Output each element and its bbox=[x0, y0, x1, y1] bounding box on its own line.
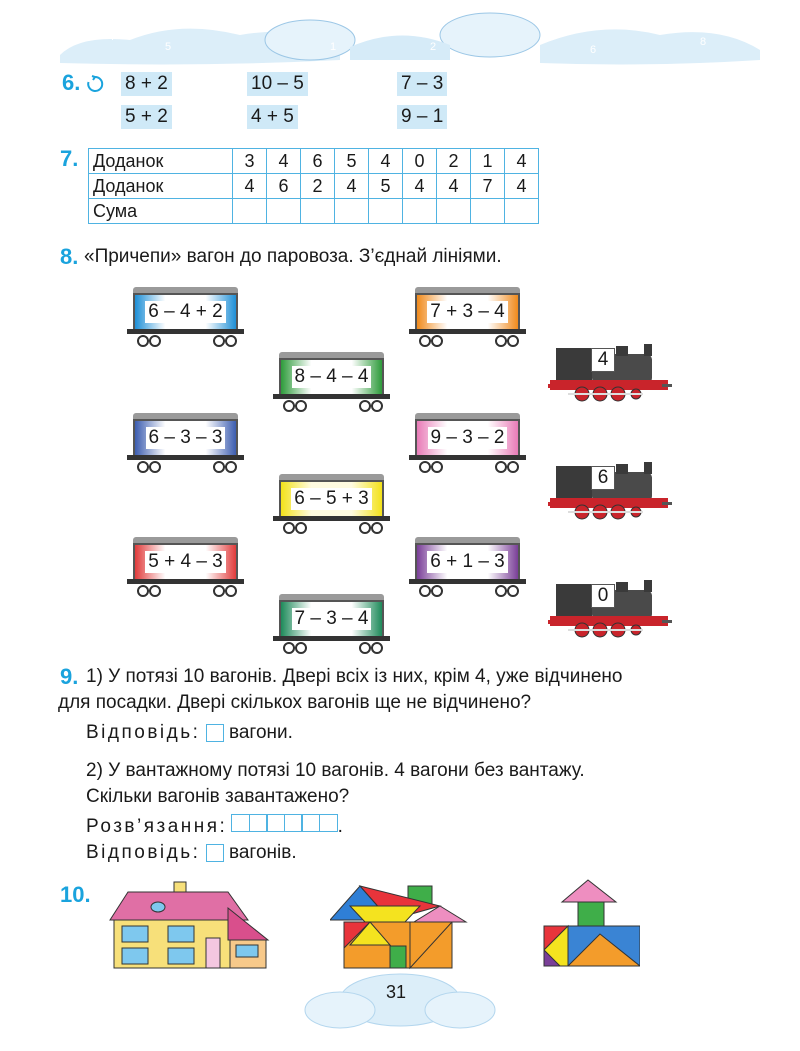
ex9-p2-line2: Скільки вагонів завантажено? bbox=[86, 786, 350, 807]
wheel bbox=[225, 585, 237, 597]
wheel bbox=[295, 522, 307, 534]
addend-cell: 5 bbox=[335, 149, 369, 174]
addend-cell: 4 bbox=[369, 149, 403, 174]
answer-label: Відповідь: bbox=[86, 842, 201, 863]
sum-cell[interactable] bbox=[505, 199, 539, 224]
wagon[interactable] bbox=[409, 409, 526, 473]
wheel bbox=[371, 642, 383, 654]
ex6-expr: 5 + 2 bbox=[121, 105, 172, 129]
tangram-tower-picture bbox=[540, 876, 640, 968]
wagon-body bbox=[133, 543, 238, 581]
wagon-expression: 6 – 4 + 2 bbox=[145, 301, 225, 323]
solution-label: Розв’язання: bbox=[86, 816, 228, 837]
wheel bbox=[149, 461, 161, 473]
locomotive[interactable] bbox=[548, 580, 673, 640]
addend-cell: 4 bbox=[403, 174, 437, 199]
wheel bbox=[283, 642, 295, 654]
wagon-chassis bbox=[273, 394, 390, 399]
row-label: Доданок bbox=[89, 149, 233, 174]
wagon-body bbox=[415, 293, 520, 331]
sum-table bbox=[88, 148, 539, 224]
addend-cell: 4 bbox=[505, 149, 539, 174]
answer-box[interactable] bbox=[206, 844, 224, 862]
header-digit: 8 bbox=[700, 36, 707, 48]
header-digit: 4 bbox=[560, 24, 567, 36]
page-number: 31 bbox=[386, 982, 407, 1002]
wheel bbox=[419, 585, 431, 597]
wagon-body bbox=[279, 358, 384, 396]
wagon-chassis bbox=[409, 329, 526, 334]
wagon-expression: 6 – 3 – 3 bbox=[146, 427, 226, 449]
ex9-p1-line1: 1) У потязі 10 вагонів. Двері всіх із них, крім 4, уже відчинено bbox=[86, 666, 623, 687]
ex6-expr: 9 – 1 bbox=[397, 105, 447, 129]
sum-cell[interactable] bbox=[437, 199, 471, 224]
wagon[interactable] bbox=[273, 470, 390, 534]
ex7-number: 7. bbox=[60, 146, 79, 171]
row-label: Доданок bbox=[89, 174, 233, 199]
wheel bbox=[213, 461, 225, 473]
wagon[interactable] bbox=[409, 533, 526, 597]
wagon-expression: 5 + 4 – 3 bbox=[145, 551, 225, 573]
wagon-expression: 7 – 3 – 4 bbox=[292, 608, 372, 630]
ex6-number: 6. bbox=[62, 70, 81, 95]
addend-cell: 4 bbox=[505, 174, 539, 199]
wagon[interactable] bbox=[273, 348, 390, 412]
wagon-body bbox=[133, 293, 238, 331]
header-digit: 0 bbox=[415, 16, 422, 28]
header-clouds bbox=[40, 5, 770, 75]
sum-cell[interactable] bbox=[403, 199, 437, 224]
wheel bbox=[495, 335, 507, 347]
header-digit: 1 bbox=[330, 41, 337, 53]
addend-cell: 4 bbox=[437, 174, 471, 199]
addend-cell: 1 bbox=[471, 149, 505, 174]
answer1-line bbox=[86, 720, 293, 745]
header-digit: 7 bbox=[110, 31, 117, 43]
wheel bbox=[149, 335, 161, 347]
wagon-chassis bbox=[127, 579, 244, 584]
wheel bbox=[137, 585, 149, 597]
wheel bbox=[149, 585, 161, 597]
addend-cell: 4 bbox=[267, 149, 301, 174]
wagon-body bbox=[279, 600, 384, 638]
ex9-p1-line2: для посадки. Двері скількох вагонів ще не відчинено? bbox=[58, 692, 532, 713]
sum-cell[interactable] bbox=[233, 199, 267, 224]
ex6-expr: 8 + 2 bbox=[121, 72, 172, 96]
ex6-expr: 4 + 5 bbox=[247, 105, 298, 129]
wheel bbox=[225, 335, 237, 347]
sum-cell[interactable] bbox=[267, 199, 301, 224]
wagon-chassis bbox=[127, 329, 244, 334]
locomotive[interactable] bbox=[548, 344, 673, 404]
wheel bbox=[283, 400, 295, 412]
wheel bbox=[225, 461, 237, 473]
wagon-body bbox=[415, 543, 520, 581]
wheel bbox=[495, 461, 507, 473]
wagon-expression: 9 – 3 – 2 bbox=[428, 427, 508, 449]
wheel bbox=[431, 585, 443, 597]
solution-end: . bbox=[337, 816, 343, 837]
locomotive-number: 0 bbox=[591, 584, 615, 608]
ex8-number: 8. bbox=[60, 244, 79, 269]
wheel bbox=[137, 461, 149, 473]
addend-cell: 2 bbox=[437, 149, 471, 174]
addend-cell: 4 bbox=[233, 174, 267, 199]
locomotive-number: 6 bbox=[591, 466, 615, 490]
locomotive[interactable] bbox=[548, 462, 673, 522]
wheel bbox=[507, 585, 519, 597]
refresh-icon bbox=[86, 75, 104, 93]
sum-cell[interactable] bbox=[471, 199, 505, 224]
wheel bbox=[495, 585, 507, 597]
wagon[interactable] bbox=[127, 283, 244, 347]
wagon[interactable] bbox=[127, 409, 244, 473]
wheel bbox=[431, 461, 443, 473]
wheel bbox=[419, 461, 431, 473]
wheel bbox=[359, 400, 371, 412]
table-row bbox=[89, 149, 539, 174]
wheel bbox=[507, 461, 519, 473]
wheel bbox=[507, 335, 519, 347]
answer2-line bbox=[86, 840, 297, 865]
ex9-number: 9. bbox=[60, 664, 79, 689]
locomotive-number: 4 bbox=[591, 348, 615, 372]
wagon-chassis bbox=[409, 455, 526, 460]
header-digit: 2 bbox=[430, 41, 437, 53]
answer-unit: вагони. bbox=[228, 722, 293, 743]
table-row bbox=[89, 174, 539, 199]
addend-cell: 4 bbox=[335, 174, 369, 199]
sum-cell[interactable] bbox=[301, 199, 335, 224]
ex10-number: 10. bbox=[60, 882, 91, 907]
wheel bbox=[137, 335, 149, 347]
wagon-chassis bbox=[409, 579, 526, 584]
wagon-expression: 7 + 3 – 4 bbox=[427, 301, 507, 323]
ex6-expr: 7 – 3 bbox=[397, 72, 447, 96]
addend-cell: 7 bbox=[471, 174, 505, 199]
wagon-chassis bbox=[273, 516, 390, 521]
wagon[interactable] bbox=[127, 533, 244, 597]
wagon-expression: 6 – 5 + 3 bbox=[291, 488, 371, 510]
addend-cell: 6 bbox=[301, 149, 335, 174]
row-label: Сума bbox=[89, 199, 233, 224]
sum-cell[interactable] bbox=[335, 199, 369, 224]
house-picture bbox=[108, 880, 273, 970]
wheel bbox=[359, 522, 371, 534]
wagon-body bbox=[133, 419, 238, 457]
wheel bbox=[431, 335, 443, 347]
solution-line bbox=[86, 814, 343, 839]
header-digit: 6 bbox=[590, 44, 597, 56]
wheel bbox=[295, 400, 307, 412]
addend-cell: 6 bbox=[267, 174, 301, 199]
wagon-body bbox=[415, 419, 520, 457]
wheel bbox=[213, 585, 225, 597]
wheel bbox=[371, 400, 383, 412]
table-row bbox=[89, 199, 539, 224]
header-digit: 3 bbox=[235, 24, 242, 36]
wheel bbox=[213, 335, 225, 347]
wheel bbox=[295, 642, 307, 654]
ex9-p2-line1: 2) У вантажному потязі 10 вагонів. 4 вагони без вантажу. bbox=[86, 760, 585, 781]
addend-cell: 3 bbox=[233, 149, 267, 174]
wagon-chassis bbox=[273, 636, 390, 641]
wheel bbox=[419, 335, 431, 347]
header-digit: 5 bbox=[165, 41, 172, 53]
tangram-house-picture bbox=[330, 880, 470, 970]
addend-cell: 0 bbox=[403, 149, 437, 174]
ex8-instruction: «Причепи» вагон до паровоза. З’єднай лініями. bbox=[84, 246, 502, 267]
wagon[interactable] bbox=[409, 283, 526, 347]
wagon-expression: 6 + 1 – 3 bbox=[427, 551, 507, 573]
answer-label: Відповідь: bbox=[86, 722, 201, 743]
wagon-expression: 8 – 4 – 4 bbox=[292, 366, 372, 388]
wheel bbox=[371, 522, 383, 534]
ex6-expr: 10 – 5 bbox=[247, 72, 308, 96]
wheel bbox=[359, 642, 371, 654]
addend-cell: 5 bbox=[369, 174, 403, 199]
addend-cell: 2 bbox=[301, 174, 335, 199]
wagon-body bbox=[279, 480, 384, 518]
sum-cell[interactable] bbox=[369, 199, 403, 224]
wagon[interactable] bbox=[273, 590, 390, 654]
wagon-chassis bbox=[127, 455, 244, 460]
answer-unit: вагонів. bbox=[228, 842, 297, 863]
answer-box[interactable] bbox=[206, 724, 224, 742]
wheel bbox=[283, 522, 295, 534]
solution-boxes[interactable] bbox=[233, 814, 338, 839]
